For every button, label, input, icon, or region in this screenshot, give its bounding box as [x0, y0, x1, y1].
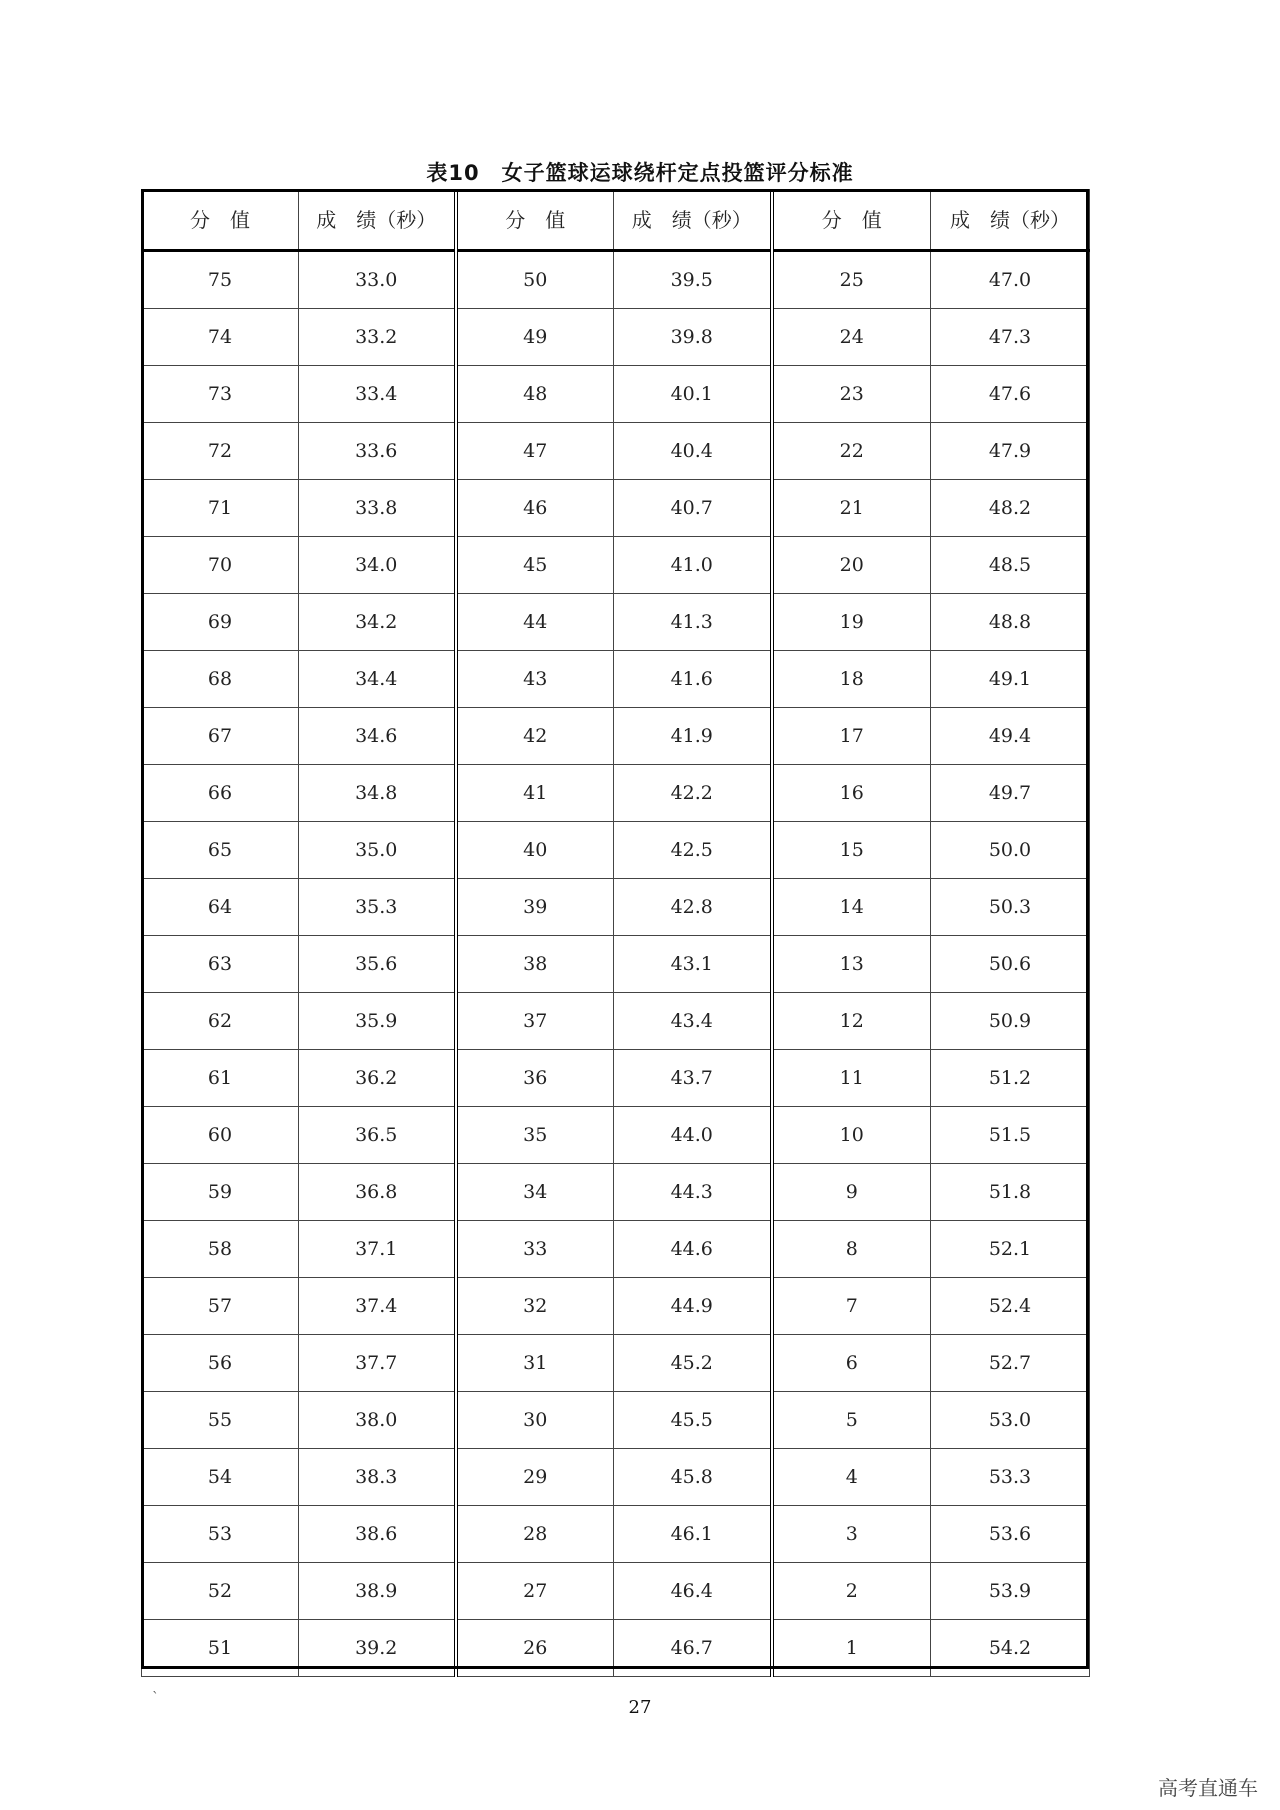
cell-result-1: 36.2 [299, 1050, 456, 1107]
cell-score-3: 13 [772, 936, 931, 993]
cell-score-2: 37 [456, 993, 614, 1050]
cell-result-2: 44.0 [614, 1107, 772, 1164]
cell-result-1: 33.8 [299, 480, 456, 537]
cell-result-2: 41.9 [614, 708, 772, 765]
cell-result-3: 47.0 [931, 251, 1090, 309]
cell-score-3: 1 [772, 1620, 931, 1677]
cell-score-1: 55 [142, 1392, 299, 1449]
cell-score-2: 36 [456, 1050, 614, 1107]
cell-score-3: 4 [772, 1449, 931, 1506]
cell-result-2: 40.1 [614, 366, 772, 423]
header-result-3: 成 绩（秒） [931, 190, 1090, 251]
cell-result-3: 52.1 [931, 1221, 1090, 1278]
cell-result-1: 33.4 [299, 366, 456, 423]
cell-result-1: 36.5 [299, 1107, 456, 1164]
cell-score-1: 61 [142, 1050, 299, 1107]
header-score-2: 分 值 [456, 190, 614, 251]
cell-score-3: 22 [772, 423, 931, 480]
cell-score-3: 7 [772, 1278, 931, 1335]
cell-result-2: 41.0 [614, 537, 772, 594]
cell-result-1: 37.1 [299, 1221, 456, 1278]
cell-result-1: 37.4 [299, 1278, 456, 1335]
cell-result-2: 43.7 [614, 1050, 772, 1107]
cell-result-3: 51.2 [931, 1050, 1090, 1107]
cell-score-1: 70 [142, 537, 299, 594]
stray-mark: ` [152, 1690, 159, 1706]
cell-score-3: 6 [772, 1335, 931, 1392]
cell-result-3: 50.3 [931, 879, 1090, 936]
cell-score-2: 39 [456, 879, 614, 936]
cell-score-2: 31 [456, 1335, 614, 1392]
table-frame [141, 189, 1089, 1669]
cell-score-2: 47 [456, 423, 614, 480]
cell-result-3: 53.6 [931, 1506, 1090, 1563]
header-result-1: 成 绩（秒） [299, 190, 456, 251]
cell-score-3: 8 [772, 1221, 931, 1278]
cell-result-2: 41.3 [614, 594, 772, 651]
cell-score-2: 40 [456, 822, 614, 879]
cell-result-2: 45.5 [614, 1392, 772, 1449]
cell-score-3: 18 [772, 651, 931, 708]
cell-result-2: 45.8 [614, 1449, 772, 1506]
cell-score-2: 48 [456, 366, 614, 423]
header-score-1: 分 值 [142, 190, 299, 251]
cell-score-1: 59 [142, 1164, 299, 1221]
cell-result-1: 35.0 [299, 822, 456, 879]
cell-result-3: 52.4 [931, 1278, 1090, 1335]
cell-result-1: 34.4 [299, 651, 456, 708]
cell-score-2: 32 [456, 1278, 614, 1335]
cell-result-3: 50.0 [931, 822, 1090, 879]
cell-result-1: 38.0 [299, 1392, 456, 1449]
cell-result-3: 48.2 [931, 480, 1090, 537]
cell-result-3: 50.9 [931, 993, 1090, 1050]
cell-score-3: 25 [772, 251, 931, 309]
cell-score-3: 5 [772, 1392, 931, 1449]
cell-result-3: 49.4 [931, 708, 1090, 765]
cell-score-2: 27 [456, 1563, 614, 1620]
table-title: 表10 女子篮球运球绕杆定点投篮评分标准 [426, 161, 854, 185]
cell-score-3: 21 [772, 480, 931, 537]
cell-score-3: 10 [772, 1107, 931, 1164]
cell-score-2: 49 [456, 309, 614, 366]
cell-result-1: 39.2 [299, 1620, 456, 1677]
header-result-2: 成 绩（秒） [614, 190, 772, 251]
cell-score-3: 17 [772, 708, 931, 765]
cell-result-2: 44.6 [614, 1221, 772, 1278]
cell-result-2: 45.2 [614, 1335, 772, 1392]
cell-score-2: 46 [456, 480, 614, 537]
cell-score-1: 58 [142, 1221, 299, 1278]
cell-score-3: 2 [772, 1563, 931, 1620]
cell-result-2: 41.6 [614, 651, 772, 708]
cell-score-3: 12 [772, 993, 931, 1050]
cell-result-2: 42.5 [614, 822, 772, 879]
cell-score-3: 15 [772, 822, 931, 879]
cell-score-1: 69 [142, 594, 299, 651]
watermark: 高考直通车 [1158, 1776, 1258, 1800]
cell-result-2: 40.7 [614, 480, 772, 537]
cell-score-2: 43 [456, 651, 614, 708]
cell-result-1: 35.6 [299, 936, 456, 993]
cell-score-1: 73 [142, 366, 299, 423]
cell-score-2: 33 [456, 1221, 614, 1278]
cell-result-1: 36.8 [299, 1164, 456, 1221]
cell-score-2: 34 [456, 1164, 614, 1221]
cell-result-1: 34.2 [299, 594, 456, 651]
cell-result-2: 39.5 [614, 251, 772, 309]
header-score-3: 分 值 [772, 190, 931, 251]
cell-result-2: 44.3 [614, 1164, 772, 1221]
page-number: 27 [628, 1697, 652, 1718]
cell-score-1: 74 [142, 309, 299, 366]
cell-result-3: 52.7 [931, 1335, 1090, 1392]
cell-result-3: 47.3 [931, 309, 1090, 366]
cell-result-3: 47.9 [931, 423, 1090, 480]
cell-score-1: 53 [142, 1506, 299, 1563]
cell-score-1: 68 [142, 651, 299, 708]
cell-score-3: 11 [772, 1050, 931, 1107]
cell-result-3: 48.5 [931, 537, 1090, 594]
cell-score-1: 72 [142, 423, 299, 480]
cell-score-1: 62 [142, 993, 299, 1050]
cell-result-2: 46.1 [614, 1506, 772, 1563]
cell-score-2: 50 [456, 251, 614, 309]
cell-result-1: 33.6 [299, 423, 456, 480]
cell-result-2: 43.4 [614, 993, 772, 1050]
cell-score-1: 66 [142, 765, 299, 822]
cell-score-1: 60 [142, 1107, 299, 1164]
cell-score-2: 35 [456, 1107, 614, 1164]
cell-score-1: 71 [142, 480, 299, 537]
cell-score-1: 52 [142, 1563, 299, 1620]
cell-score-2: 29 [456, 1449, 614, 1506]
cell-score-3: 20 [772, 537, 931, 594]
cell-result-3: 53.0 [931, 1392, 1090, 1449]
cell-score-2: 41 [456, 765, 614, 822]
cell-score-2: 38 [456, 936, 614, 993]
cell-result-2: 44.9 [614, 1278, 772, 1335]
cell-result-2: 42.2 [614, 765, 772, 822]
cell-score-1: 56 [142, 1335, 299, 1392]
cell-score-3: 14 [772, 879, 931, 936]
cell-result-3: 51.5 [931, 1107, 1090, 1164]
cell-result-2: 46.4 [614, 1563, 772, 1620]
cell-score-1: 65 [142, 822, 299, 879]
cell-score-1: 75 [142, 251, 299, 309]
cell-result-3: 53.3 [931, 1449, 1090, 1506]
cell-score-1: 51 [142, 1620, 299, 1677]
cell-score-3: 16 [772, 765, 931, 822]
cell-score-2: 44 [456, 594, 614, 651]
cell-result-1: 34.6 [299, 708, 456, 765]
cell-score-1: 64 [142, 879, 299, 936]
cell-result-3: 50.6 [931, 936, 1090, 993]
cell-score-3: 19 [772, 594, 931, 651]
cell-score-1: 63 [142, 936, 299, 993]
cell-score-1: 54 [142, 1449, 299, 1506]
cell-result-2: 43.1 [614, 936, 772, 993]
cell-score-2: 30 [456, 1392, 614, 1449]
cell-score-3: 24 [772, 309, 931, 366]
cell-result-1: 33.0 [299, 251, 456, 309]
cell-result-2: 39.8 [614, 309, 772, 366]
cell-result-3: 49.7 [931, 765, 1090, 822]
cell-result-1: 34.8 [299, 765, 456, 822]
cell-score-2: 42 [456, 708, 614, 765]
cell-result-1: 34.0 [299, 537, 456, 594]
cell-result-3: 47.6 [931, 366, 1090, 423]
cell-result-1: 38.3 [299, 1449, 456, 1506]
cell-result-3: 51.8 [931, 1164, 1090, 1221]
cell-score-2: 45 [456, 537, 614, 594]
cell-result-2: 40.4 [614, 423, 772, 480]
cell-score-3: 9 [772, 1164, 931, 1221]
cell-result-1: 33.2 [299, 309, 456, 366]
cell-result-3: 54.2 [931, 1620, 1090, 1677]
cell-score-1: 67 [142, 708, 299, 765]
cell-result-3: 53.9 [931, 1563, 1090, 1620]
cell-result-3: 49.1 [931, 651, 1090, 708]
cell-score-3: 3 [772, 1506, 931, 1563]
cell-result-2: 46.7 [614, 1620, 772, 1677]
cell-score-1: 57 [142, 1278, 299, 1335]
cell-result-1: 35.3 [299, 879, 456, 936]
cell-result-2: 42.8 [614, 879, 772, 936]
cell-score-2: 28 [456, 1506, 614, 1563]
cell-result-1: 35.9 [299, 993, 456, 1050]
cell-score-2: 26 [456, 1620, 614, 1677]
cell-result-1: 37.7 [299, 1335, 456, 1392]
cell-result-3: 48.8 [931, 594, 1090, 651]
cell-score-3: 23 [772, 366, 931, 423]
cell-result-1: 38.9 [299, 1563, 456, 1620]
cell-result-1: 38.6 [299, 1506, 456, 1563]
